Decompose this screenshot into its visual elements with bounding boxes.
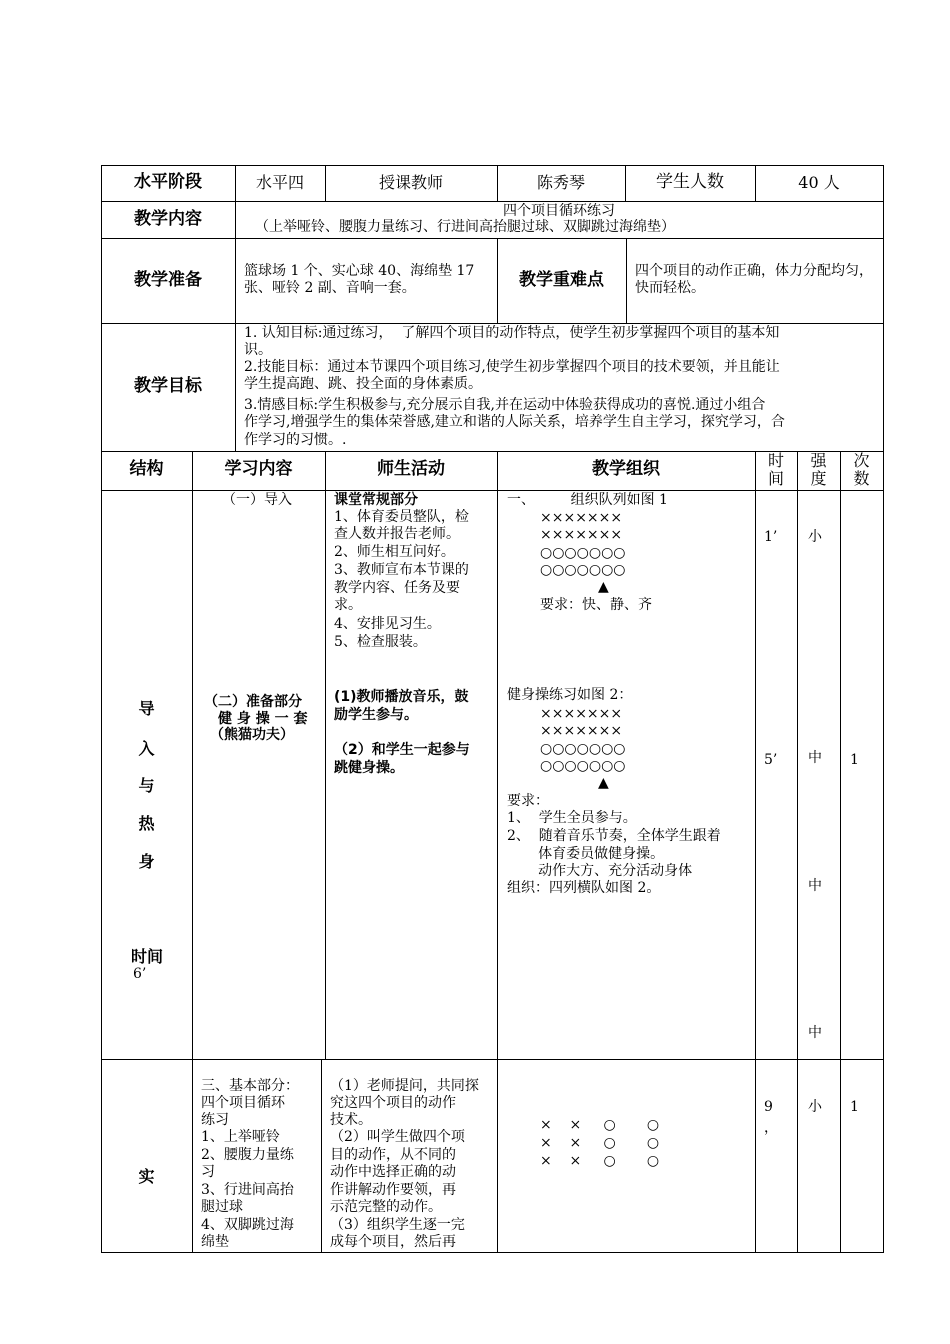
time-label: 时间 (131, 947, 164, 966)
header-count: 次 数 (853, 451, 870, 488)
structure-char: 与 (138, 776, 155, 795)
content-prep: （熊猫功夫） (210, 727, 294, 743)
content-line: 三、基本部分： (201, 1078, 299, 1094)
formation-x: ××××××× (540, 527, 623, 543)
table-border (235, 201, 236, 451)
table-border (497, 451, 498, 1252)
formation-x: ××××××× (540, 723, 623, 739)
intensity-cell: 小 (808, 1099, 822, 1115)
students-value: 40 人 (798, 173, 840, 192)
formation-o: ○○○○○○○ (540, 741, 626, 757)
activity-line: 查人数并报告老师。 (334, 526, 460, 542)
activity-bold: 励学生参与。 (334, 707, 418, 723)
table-border (101, 490, 884, 491)
header-content: 学习内容 (224, 459, 293, 479)
org-line: 一、 组织队列如图 1 (507, 492, 668, 508)
goal-line: 1. 认知目标:通过练习， 了解四个项目的动作特点，使学生初步掌握四个项目的基本知 (244, 325, 780, 341)
goal-line: 学生提高跑、跳、投全面的身体素质。 (244, 376, 482, 392)
time-cell: ， (764, 1120, 778, 1136)
activity-line: 作讲解动作要领，再 (330, 1182, 456, 1198)
content-label: 教学内容 (134, 209, 202, 229)
structure-char: 热 (138, 814, 155, 833)
table-border (101, 238, 884, 239)
level-label: 水平阶段 (134, 172, 202, 192)
activity-line: 目的动作，从不同的 (330, 1147, 456, 1163)
table-border (755, 451, 756, 1252)
teacher-triangle-icon: ▲ (598, 775, 609, 791)
content-line: 4、双脚跳过海 (201, 1217, 294, 1233)
table-border (101, 165, 884, 166)
content-prep: 健 身 操 一 套 (218, 711, 308, 727)
content-line-1: 四个项目循环练习 (503, 203, 615, 219)
activity-line: 教学内容、任务及要 (334, 580, 460, 596)
content-line: 练习 (201, 1112, 229, 1128)
prep-text: 篮球场 1 个、实心球 40、海绵垫 17 张、哑铃 2 副、音响一套。 (244, 263, 475, 296)
goal-line: 3.情感目标:学生积极参与,充分展示自我,并在运动中体验获得成功的喜悦.通过小组合 (244, 397, 766, 413)
teacher-label: 授课教师 (378, 173, 443, 192)
activity-line: 3、教师宣布本节课的 (334, 562, 469, 578)
activity-line: 究这四个项目的动作 (330, 1095, 456, 1111)
activity-line: 4、安排见习生。 (334, 616, 441, 632)
table-border (101, 1059, 884, 1060)
table-border (797, 451, 798, 1252)
table-border (321, 1059, 322, 1252)
structure-char: 入 (138, 739, 155, 758)
formation-x: ××××××× (540, 706, 623, 722)
structure-char: 实 (138, 1167, 155, 1186)
formation-x: ××××××× (540, 510, 623, 526)
activity-bold: （2）和学生一起参与 (334, 742, 470, 758)
org-req-line: 1、 学生全员参与。 (507, 810, 637, 826)
formation-o: ○○○○○○○ (540, 562, 626, 578)
table-border (325, 451, 326, 1059)
count-cell: 1 (850, 752, 859, 768)
formation-o: ○○○○○○○ (540, 758, 626, 774)
intensity-cell: 小 (808, 529, 822, 545)
table-border (626, 238, 627, 323)
activity-line: 求。 (334, 597, 362, 613)
key-label: 教学重难点 (519, 270, 604, 290)
content-intro: （一）导入 (222, 492, 292, 508)
time-value: 6’ (133, 966, 147, 982)
intensity-cell: 中 (808, 1025, 822, 1041)
activity-line: 动作中选择正确的动 (330, 1164, 456, 1180)
students-label: 学生人数 (656, 172, 724, 192)
level-value: 水平四 (255, 173, 304, 192)
goal-line: 2.技能目标：通过本节课四个项目练习,使学生初步掌握四个项目的技术要领，并且能让 (244, 359, 780, 375)
activity-line: 1、体育委员整队，检 (334, 509, 469, 525)
table-border (840, 451, 841, 1252)
table-border (883, 165, 884, 1252)
count-cell: 1 (850, 1099, 859, 1115)
prep-label: 教学准备 (134, 270, 202, 290)
table-border (192, 451, 193, 1252)
content-line: 四个项目循环 (201, 1095, 285, 1111)
activity-title: 课堂常规部分 (334, 492, 418, 508)
org-requirement: 要求：快、静、齐 (540, 597, 652, 613)
header-organization: 教学组织 (592, 459, 660, 479)
content-line: 3、行进间高抬 (201, 1182, 294, 1198)
org-req-line: 体育委员做健身操。 (507, 846, 665, 862)
org-req-line: 要求： (507, 793, 549, 809)
formation-o: ○○○○○○○ (540, 545, 626, 561)
content-line: 绵垫 (201, 1234, 229, 1250)
org-req-line: 组织：四列横队如图 2。 (507, 880, 661, 896)
content-prep: （二）准备部分 (204, 694, 302, 710)
time-cell: 9 (764, 1099, 773, 1115)
teacher-value: 陈秀琴 (536, 173, 585, 192)
activity-line: （3）组织学生逐一完 (330, 1217, 465, 1233)
content-line: 腿过球 (201, 1199, 243, 1215)
time-cell: 1’ (764, 529, 778, 545)
content-line-2: （上举哑铃、腰腹力量练习、行进间高抬腿过球、双脚跳过海绵垫） (255, 219, 675, 235)
structure-char: 身 (138, 852, 155, 871)
key-text: 四个项目的动作正确，体力分配均匀，快而轻松。 (635, 263, 873, 296)
header-time: 时 间 (767, 451, 784, 488)
org-req-line: 动作大方、充分活动身体 (507, 863, 693, 879)
activity-line: （1）老师提问，共同探 (330, 1078, 479, 1094)
activity-bold: 跳健身操。 (334, 760, 404, 776)
activity-line: 5、检查服装。 (334, 634, 427, 650)
content-line: 2、腰腹力量练 (201, 1147, 294, 1163)
activity-line: 示范完整的动作。 (330, 1199, 442, 1215)
header-structure: 结构 (129, 459, 164, 479)
org-req-line: 2、 随着音乐节奏，全体学生跟着 (507, 828, 721, 844)
goal-line: 作学习的习惯。. (244, 432, 347, 448)
table-border (101, 1252, 884, 1253)
header-intensity: 强 度 (810, 451, 827, 488)
goal-line: 识。 (244, 342, 272, 358)
teacher-triangle-icon: ▲ (598, 579, 609, 595)
activity-line: 技术。 (330, 1112, 372, 1128)
goals-label: 教学目标 (134, 376, 202, 396)
activity-bold: (1)教师播放音乐，鼓 (334, 689, 469, 705)
header-activity: 师生活动 (377, 459, 445, 479)
structure-char: 导 (138, 699, 155, 718)
time-cell: 5’ (764, 752, 778, 768)
content-line: 习 (201, 1164, 215, 1180)
activity-line: （2）叫学生做四个项 (330, 1129, 465, 1145)
goal-line: 作学习,增强学生的集体荣誉感,建立和谐的人际关系，培养学生自主学习，探究学习，合 (244, 414, 785, 430)
content-line: 1、上举哑铃 (201, 1129, 280, 1145)
formation-row: × × ○ ○ (540, 1153, 660, 1169)
intensity-cell: 中 (808, 750, 822, 766)
intensity-cell: 中 (808, 878, 822, 894)
activity-line: 2、师生相互问好。 (334, 544, 455, 560)
table-border (101, 323, 884, 324)
formation-row: × × ○ ○ (540, 1117, 660, 1133)
formation-row: × × ○ ○ (540, 1135, 660, 1151)
table-border (101, 201, 884, 202)
org-title: 健身操练习如图 2： (507, 687, 633, 703)
activity-line: 成每个项目，然后再 (330, 1234, 456, 1250)
